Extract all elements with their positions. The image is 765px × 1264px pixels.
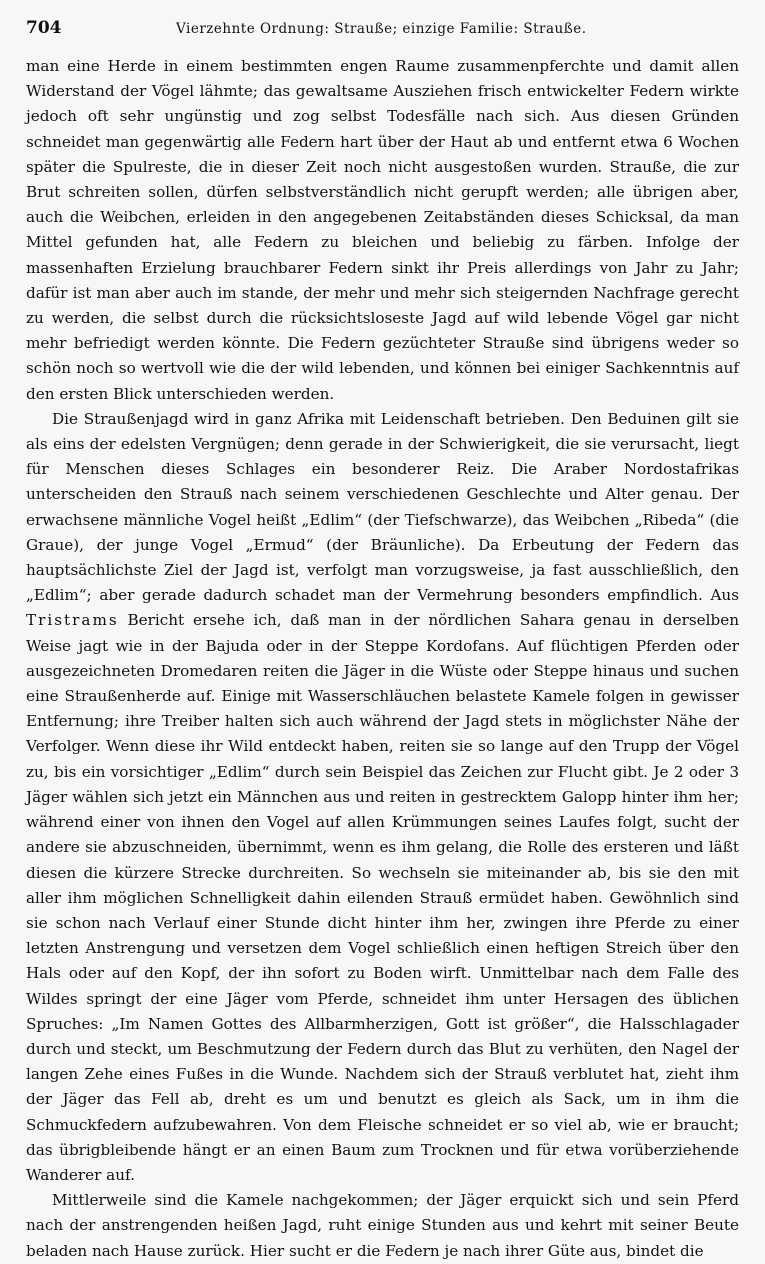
paragraph-2-text-before: Die Straußenjagd wird in ganz Afrika mit Leidenschaft betrieben. Den Beduinen gilt sie als eins der edelsten Vergnügen; denn gerade in der Schwierigkeit, die sie verursacht, liegt für Menschen dieses Schlages ein besonderer Reiz. Die Araber Nordostafrikas unterscheiden den Strauß nach seinem verschiedenen Geschlechte und Alter genau. Der erwachsene männliche Vogel heißt „Edlim“ (der Tiefschwarze), das Weibchen „Ribeda“ (die Graue), der junge Vogel „Ermud“ (der Bräunliche). Da Erbeutung der Federn das hauptsächlichste Ziel der Jagd ist, verfolgt man vorzugsweise, ja fast ausschließlich, den „Edlim“; aber gerade dadurch schadet man der Vermehrung besonders empfindlich. Aus (26, 409, 739, 605)
page-number: 704 (26, 18, 62, 38)
author-name-tristram: Tristrams (26, 611, 119, 630)
page-header (26, 18, 739, 54)
running-head: Vierzehnte Ordnung: Strauße; einzige Familie: Strauße. (176, 21, 587, 37)
paragraph-3: Mittlerweile sind die Kamele nachgekommen; der Jäger erquickt sich und sein Pferd nach der anstrengenden heißen Jagd, ruht einige Stunden aus und kehrt mit seiner Beute beladen nach Hause zurück. Hier sucht er die Federn je nach ihrer Güte aus, bindet die (26, 1191, 739, 1260)
body-text (26, 54, 739, 1264)
paragraph-2 (26, 407, 739, 1188)
paragraph-2-text-after: Bericht ersehe ich, daß man in der nördlichen Sahara genau in derselben Weise jagt wie in der Bajuda oder in der Steppe Kordofans. Auf flüchtigen Pferden oder ausgezeichneten Dromedaren reiten die Jäger in die Wüste oder Steppe hinaus und suchen eine Straußenherde auf. Einige mit Wasserschläuchen belastete Kamele folgen in gewisser Entfernung; ihre Treiber halten sich auch während der Jagd stets in möglichster Nähe der Verfolger. Wenn diese ihr Wild entdeckt haben, reiten sie so lange auf den Trupp der Vögel zu, bis ein vorsichtiger „Edlim“ durch sein Beispiel das Zeichen zur Flucht gibt. Je 2 oder 3 Jäger wählen sich jetzt ein Männchen aus und reiten in gestrecktem Galopp hinter ihm her; während einer von ihnen den Vogel auf allen Krümmungen seines Laufes folgt, sucht der andere sie abzuschneiden, übernimmt, wenn es ihm gelang, die Rolle des ersteren und läßt diesen die kürzere Strecke durchreiten. So wechseln sie miteinander ab, bis sie den mit aller ihm möglichen Schnelligkeit dahin eilenden Strauß ermüdet haben. Gewöhnlich sind sie schon nach Verlauf einer Stunde dicht hinter ihm her, zwingen ihre Pferde zu einer letzten Anstrengung und versetzen dem Vogel schließlich einen heftigen Streich über den Hals oder auf den Kopf, der ihn sofort zu Boden wirft. Unmittelbar nach dem Falle des Wildes springt der eine Jäger vom Pferde, schneidet ihm unter Hersagen des üblichen Spruches: „Im Namen Gottes des Allbarmherzigen, Gott ist größer“, die Halsschlagader durch und steckt, um Beschmutzung der Federn durch das Blut zu verhüten, den Nagel der langen Zehe eines Fußes in die Wunde. Nachdem sich der Strauß verblutet hat, zieht ihm der Jäger das Fell ab, dreht es um und benutzt es gleich als Sack, um in ihm die Schmuckfedern aufzubewahren. Von dem Fleische schneidet er so viel ab, wie er braucht; das übrigbleibende hängt er an einen Baum zum Trocknen und für etwa vorüberziehende Wanderer auf. (26, 611, 739, 1184)
paragraph-1: man eine Herde in einem bestimmten engen Raume zusammenpferchte und damit allen Widerstand der Vögel lähmte; das gewaltsame Ausziehen frisch entwickelter Federn wirkte jedoch oft sehr ungünstig und zog selbst Todesfälle nach sich. Aus diesen Gründen schneidet man gegenwärtig alle Federn hart über der Haut ab und entfernt etwa 6 Wochen später die Spulreste, die in dieser Zeit noch nicht ausgestoßen wurden. Strauße, die zur Brut schreiten sollen, dürfen selbstverständlich nicht gerupft werden; alle übrigen aber, auch die Weibchen, erleiden in den angegebenen Zeitabständen dieses Schicksal, da man Mittel gefunden hat, alle Federn zu bleichen und beliebig zu färben. Infolge der massenhaften Erzielung brauchbarer Federn sinkt ihr Preis allerdings von Jahr zu Jahr; dafür ist man aber auch im stande, der mehr und mehr sich steigernden Nachfrage gerecht zu werden, die selbst durch die rücksichtsloseste Jagd auf wild lebende Vögel gar nicht mehr befriedigt werden könnte. Die Federn gezüchteter Strauße sind übrigens weder so schön noch so wertvoll wie die der wild lebenden, und können bei einiger Sachkenntnis auf den ersten Blick unterschieden werden. (26, 57, 739, 403)
